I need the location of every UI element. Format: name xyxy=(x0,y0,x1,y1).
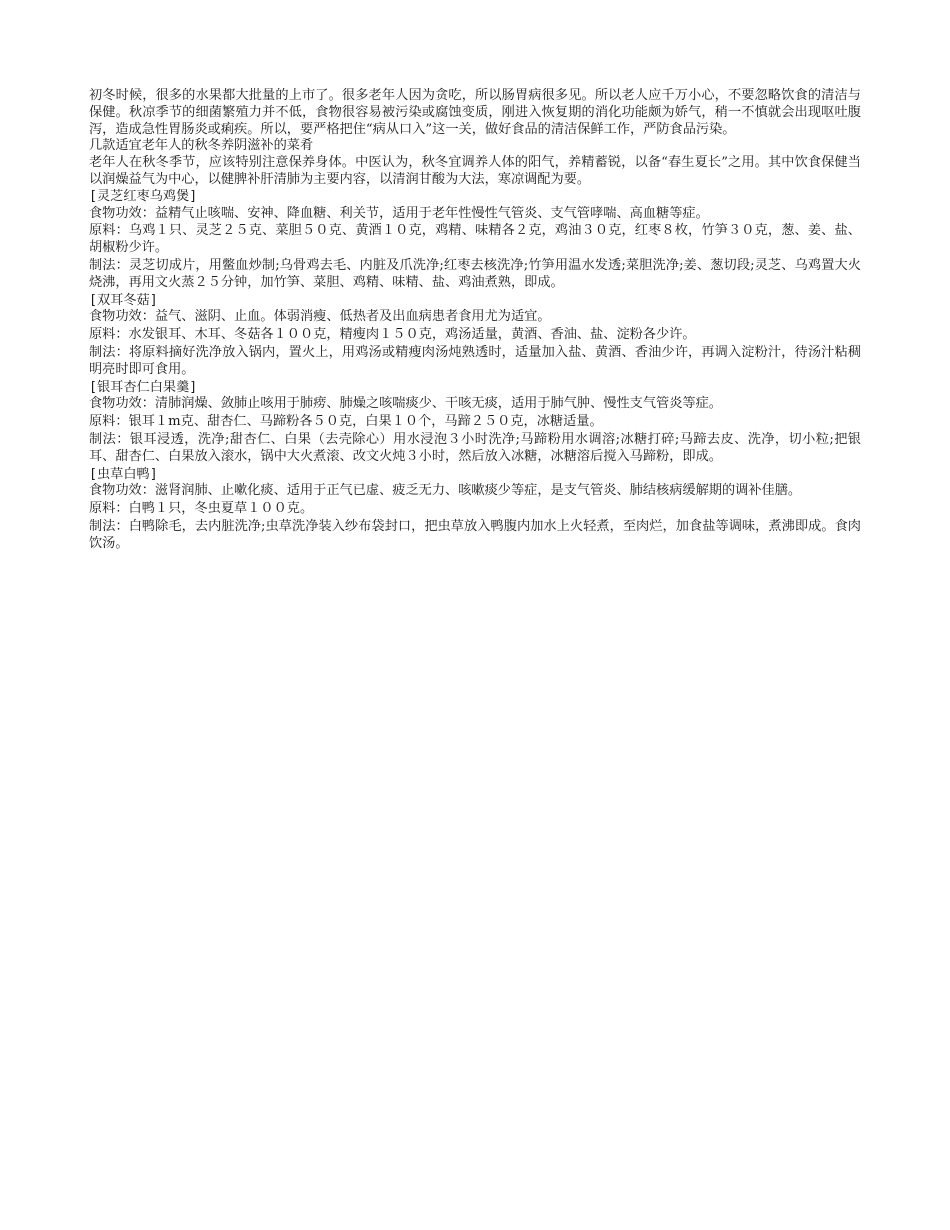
recipe-ingredients: 原料：银耳１m克、甜杏仁、马蹄粉各５０克，白果１０个，马蹄２５０克，冰糖适量。 xyxy=(89,414,603,430)
recipe-method: 制法：白鸭除毛，去内脏洗净;虫草洗净装入纱布袋封口，把虫草放入鸭腹内加水上火轻煮，至肉烂，加食盐等调味，煮沸即成。食肉饮汤。 xyxy=(89,518,861,551)
recipe-effect: 食物功效：清肺润燥、敛肺止咳用于肺痨、肺燥之咳喘痰少、干咳无痰，适用于肺气肿、慢性支气管炎等症。 xyxy=(89,396,722,412)
recipe-title: [灵芝红枣乌鸡煲] xyxy=(89,188,198,204)
recipe-section xyxy=(89,467,861,553)
recipe-effect: 食物功效：益气、滋阴、止血。体弱消瘦、低热者及出血病患者食用尤为适宜。 xyxy=(89,309,551,325)
recipe-title: [虫草白鸭] xyxy=(89,466,158,482)
intro-paragraph: 初冬时候，很多的水果都大批量的上市了。很多老年人因为贪吃，所以肠胃病很多见。所以老人应千万小心，不要忽略饮食的清洁与保健。秋凉季节的细菌繁殖力并不低，食物很容易被污染或腐蚀变质，刚进入恢复期的消化功能颇为娇气，稍一不慎就会出现呕吐腹泻，造成急性胃肠炎或痢疾。所以，要严格把住“病从口入”这一关，做好食品的清洁保鲜工作，严防食品污染。 xyxy=(89,88,861,137)
article-heading: 几款适宜老年人的秋冬养阴滋补的菜肴 xyxy=(89,138,314,154)
recipe-method: 制法：银耳浸透，洗净;甜杏仁、白果（去壳除心）用水浸泡３小时洗净;马蹄粉用水调溶;冰糖打碎;马蹄去皮、洗净，切小粒;把银耳、甜杏仁、白果放入滚水，锅中大火煮滚、改文火炖３小时，然后放入冰糖，冰糖溶后搅入马蹄粉，即成。 xyxy=(89,431,861,464)
recipe-method: 制法：将原料摘好洗净放入锅内，置火上，用鸡汤或精瘦肉汤炖熟透时，适量加入盐、黄酒、香油少许，再调入淀粉汁，待汤汁粘稠明亮时即可食用。 xyxy=(89,344,861,377)
recipe-section xyxy=(89,293,861,379)
recipe-effect: 食物功效：滋肾润肺、止嗽化痰、适用于正气已虚、疲乏无力、咳嗽痰少等症，是支气管炎、肺结核病缓解期的调补佳膳。 xyxy=(89,483,802,499)
recipe-ingredients: 原料：乌鸡１只、灵芝２５克、菜胆５０克、黄酒１０克，鸡精、味精各２克，鸡油３０克，红枣８枚，竹笋３０克，葱、姜、盐、胡椒粉少许。 xyxy=(89,223,861,256)
recipe-ingredients: 原料：白鸭１只，冬虫夏草１００克。 xyxy=(89,501,314,517)
recipe-method: 制法：灵芝切成片，用鳖血炒制;乌骨鸡去毛、内脏及爪洗净;红枣去核洗净;竹笋用温水发透;菜胆洗净;姜、葱切段;灵芝、乌鸡置大火烧沸，再用文火蒸２５分钟，加竹笋、菜胆、鸡精、味精、盐、鸡油煮熟，即成。 xyxy=(89,257,861,290)
document-body xyxy=(89,88,861,554)
recipe-title: [银耳杏仁白果羹] xyxy=(89,379,198,395)
recipe-section xyxy=(89,189,861,292)
recipe-effect: 食物功效：益精气止咳喘、安神、降血糖、利关节，适用于老年性慢性气管炎、支气管哮喘、高血糖等症。 xyxy=(89,205,709,221)
recipe-ingredients: 原料：水发银耳、木耳、冬菇各１００克，精瘦肉１５０克，鸡汤适量，黄酒、香油、盐、淀粉各少许。 xyxy=(89,327,696,343)
lead-paragraph: 老年人在秋冬季节，应该特别注意保养身体。中医认为，秋冬宜调养人体的阳气，养精蓄锐，以备“春生夏长”之用。其中饮食保健当以润燥益气为中心，以健脾补肝清肺为主要内容，以清润甘酸为大法，寒凉调配为要。 xyxy=(89,155,861,187)
recipe-title: [双耳冬菇] xyxy=(89,292,158,308)
recipe-section xyxy=(89,380,861,466)
